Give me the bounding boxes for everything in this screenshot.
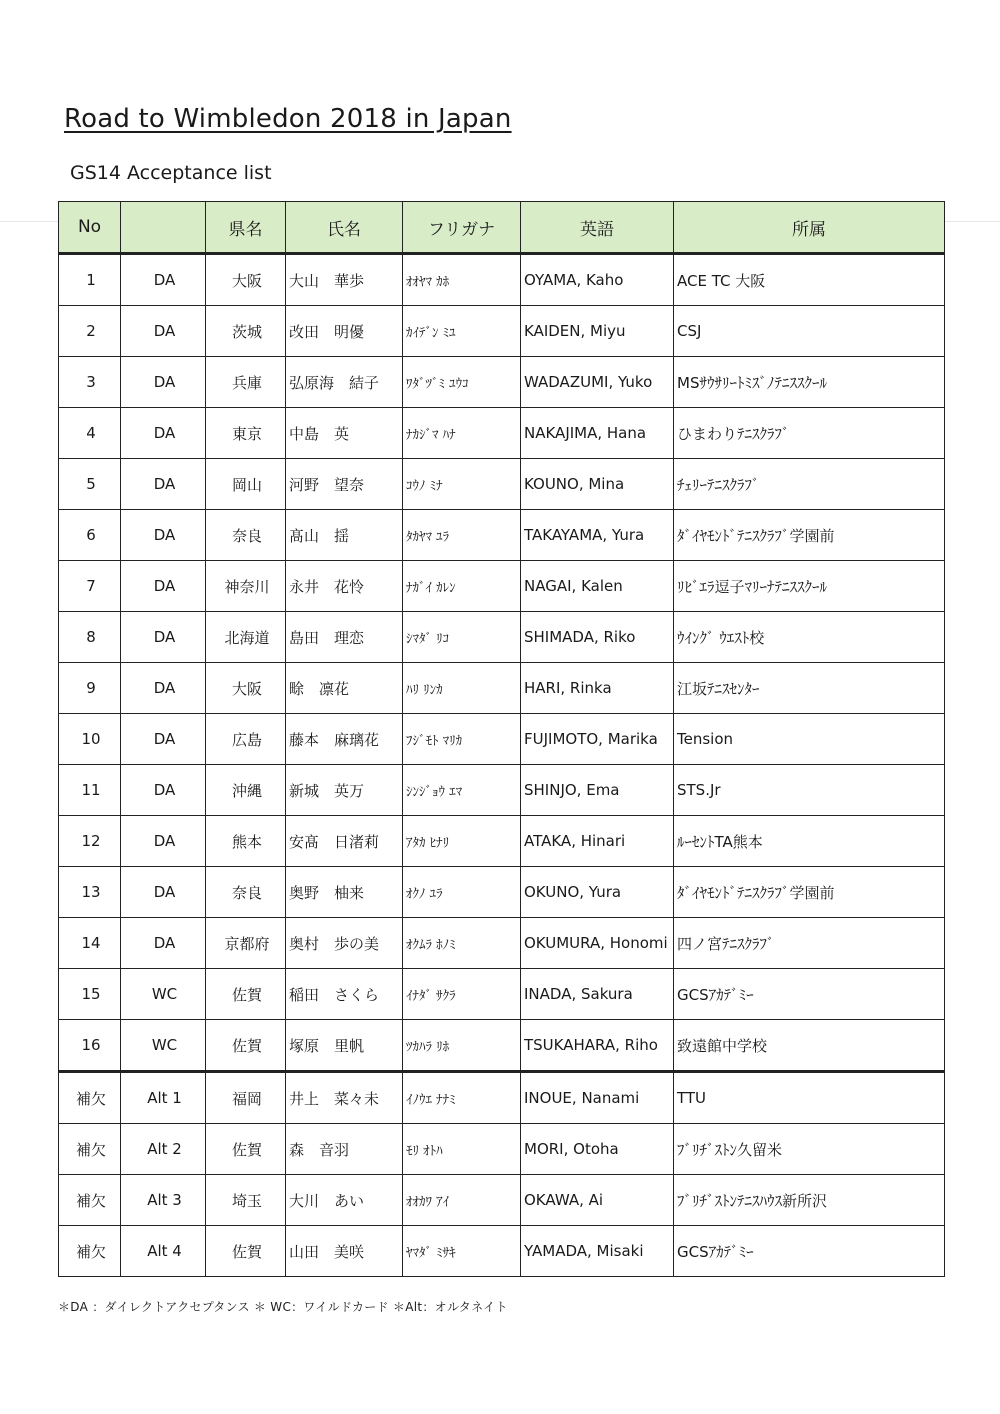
cell-player-name: 河野 望奈: [286, 459, 403, 510]
cell-english-name: FUJIMOTO, Marika: [521, 714, 674, 765]
cell-english-name: HARI, Rinka: [521, 663, 674, 714]
cell-category: DA: [121, 765, 206, 816]
cell-no: 6: [59, 510, 121, 561]
cell-affiliation: TTU: [674, 1072, 945, 1124]
table-header-row: [59, 202, 945, 254]
cell-category: DA: [121, 459, 206, 510]
cell-english-name: WADAZUMI, Yuko: [521, 357, 674, 408]
cell-no: 14: [59, 918, 121, 969]
table-row: [59, 1020, 945, 1072]
table-row: [59, 459, 945, 510]
cell-no: 15: [59, 969, 121, 1020]
table-row: [59, 714, 945, 765]
cell-affiliation: 江坂ﾃﾆｽｾﾝﾀｰ: [674, 663, 945, 714]
cell-affiliation: ﾌﾞﾘﾁﾞｽﾄﾝﾃﾆｽﾊｳｽ新所沢: [674, 1175, 945, 1226]
table-row: [59, 867, 945, 918]
cell-player-name: 稲田 さくら: [286, 969, 403, 1020]
table-row: [59, 408, 945, 459]
table-row: [59, 561, 945, 612]
cell-no: 補欠: [59, 1072, 121, 1124]
cell-affiliation: GCSｱｶﾃﾞﾐｰ: [674, 1226, 945, 1277]
cell-english-name: ATAKA, Hinari: [521, 816, 674, 867]
cell-no: 補欠: [59, 1175, 121, 1226]
header-furigana: フリガナ: [403, 202, 521, 254]
cell-furigana: ﾜﾀﾞﾂﾞﾐ ﾕｳｺ: [403, 357, 521, 408]
cell-no: 補欠: [59, 1124, 121, 1175]
cell-no: 4: [59, 408, 121, 459]
document-title: Road to Wimbledon 2018 in Japan: [64, 104, 512, 134]
cell-english-name: MORI, Otoha: [521, 1124, 674, 1175]
cell-player-name: 弘原海 結子: [286, 357, 403, 408]
cell-affiliation: 四ノ宮ﾃﾆｽｸﾗﾌﾞ: [674, 918, 945, 969]
acceptance-table: [58, 201, 945, 1277]
cell-english-name: SHIMADA, Riko: [521, 612, 674, 663]
cell-affiliation: ﾘﾋﾞｴﾗ逗子ﾏﾘｰﾅﾃﾆｽｽｸｰﾙ: [674, 561, 945, 612]
cell-furigana: ﾌｼﾞﾓﾄ ﾏﾘｶ: [403, 714, 521, 765]
table-row: [59, 1124, 945, 1175]
table-row: [59, 612, 945, 663]
table-row: [59, 1226, 945, 1277]
table-row: [59, 1175, 945, 1226]
cell-furigana: ｲﾉｳｴ ﾅﾅﾐ: [403, 1072, 521, 1124]
cell-category: DA: [121, 663, 206, 714]
cell-furigana: ｵｵｶﾜ ｱｲ: [403, 1175, 521, 1226]
cell-furigana: ﾔﾏﾀﾞ ﾐｻｷ: [403, 1226, 521, 1277]
cell-furigana: ｱﾀｶ ﾋﾅﾘ: [403, 816, 521, 867]
cell-player-name: 奥村 歩の美: [286, 918, 403, 969]
cell-prefecture: 兵庫: [206, 357, 286, 408]
cell-category: DA: [121, 612, 206, 663]
cell-affiliation: ﾀﾞｲﾔﾓﾝﾄﾞﾃﾆｽｸﾗﾌﾞ学園前: [674, 510, 945, 561]
cell-affiliation: CSJ: [674, 306, 945, 357]
cell-affiliation: ﾌﾞﾘﾁﾞｽﾄﾝ久留米: [674, 1124, 945, 1175]
cell-player-name: 永井 花怜: [286, 561, 403, 612]
cell-player-name: 山田 美咲: [286, 1226, 403, 1277]
cell-player-name: 髙山 揺: [286, 510, 403, 561]
cell-category: DA: [121, 867, 206, 918]
cell-player-name: 安髙 日渚莉: [286, 816, 403, 867]
cell-affiliation: ひまわりﾃﾆｽｸﾗﾌﾞ: [674, 408, 945, 459]
cell-prefecture: 京都府: [206, 918, 286, 969]
table-row: [59, 306, 945, 357]
cell-furigana: ｺｳﾉ ﾐﾅ: [403, 459, 521, 510]
cell-prefecture: 埼玉: [206, 1175, 286, 1226]
cell-player-name: 森 音羽: [286, 1124, 403, 1175]
table-row: [59, 357, 945, 408]
cell-prefecture: 岡山: [206, 459, 286, 510]
cell-prefecture: 佐賀: [206, 1226, 286, 1277]
cell-no: 13: [59, 867, 121, 918]
cell-english-name: OKAWA, Ai: [521, 1175, 674, 1226]
header-prefecture: 県名: [206, 202, 286, 254]
table-row: [59, 816, 945, 867]
header-affiliation: 所属: [674, 202, 945, 254]
cell-english-name: OKUNO, Yura: [521, 867, 674, 918]
cell-category: DA: [121, 306, 206, 357]
cell-english-name: TAKAYAMA, Yura: [521, 510, 674, 561]
cell-english-name: KAIDEN, Miyu: [521, 306, 674, 357]
cell-no: 16: [59, 1020, 121, 1072]
cell-furigana: ｶｲﾃﾞﾝ ﾐﾕ: [403, 306, 521, 357]
cell-category: DA: [121, 357, 206, 408]
table-row: [59, 510, 945, 561]
cell-category: Alt 2: [121, 1124, 206, 1175]
cell-category: DA: [121, 816, 206, 867]
cell-category: WC: [121, 969, 206, 1020]
cell-english-name: OKUMURA, Honomi: [521, 918, 674, 969]
cell-category: DA: [121, 918, 206, 969]
cell-prefecture: 福岡: [206, 1072, 286, 1124]
cell-affiliation: ACE TC 大阪: [674, 254, 945, 306]
cell-prefecture: 沖縄: [206, 765, 286, 816]
table-row: [59, 918, 945, 969]
cell-player-name: 大山 華歩: [286, 254, 403, 306]
cell-category: Alt 4: [121, 1226, 206, 1277]
cell-no: 7: [59, 561, 121, 612]
cell-no: 5: [59, 459, 121, 510]
cell-furigana: ｼﾝｼﾞｮｳ ｴﾏ: [403, 765, 521, 816]
cell-affiliation: 致遠館中学校: [674, 1020, 945, 1072]
cell-furigana: ﾓﾘ ｵﾄﾊ: [403, 1124, 521, 1175]
header-no: No: [59, 202, 121, 254]
cell-english-name: SHINJO, Ema: [521, 765, 674, 816]
cell-no: 補欠: [59, 1226, 121, 1277]
cell-prefecture: 大阪: [206, 254, 286, 306]
cell-prefecture: 広島: [206, 714, 286, 765]
cell-no: 10: [59, 714, 121, 765]
table-row: [59, 663, 945, 714]
cell-player-name: 畭 凛花: [286, 663, 403, 714]
cell-furigana: ﾅｶｼﾞﾏ ﾊﾅ: [403, 408, 521, 459]
cell-affiliation: GCSｱｶﾃﾞﾐｰ: [674, 969, 945, 1020]
document-subtitle: GS14 Acceptance list: [70, 162, 272, 184]
cell-no: 8: [59, 612, 121, 663]
cell-category: DA: [121, 561, 206, 612]
cell-no: 3: [59, 357, 121, 408]
cell-furigana: ﾅｶﾞｲ ｶﾚﾝ: [403, 561, 521, 612]
cell-category: DA: [121, 714, 206, 765]
cell-prefecture: 佐賀: [206, 969, 286, 1020]
cell-category: Alt 1: [121, 1072, 206, 1124]
cell-furigana: ﾊﾘ ﾘﾝｶ: [403, 663, 521, 714]
cell-prefecture: 神奈川: [206, 561, 286, 612]
cell-player-name: 大川 あい: [286, 1175, 403, 1226]
cell-english-name: YAMADA, Misaki: [521, 1226, 674, 1277]
cell-english-name: INADA, Sakura: [521, 969, 674, 1020]
table-row: [59, 1072, 945, 1124]
header-category: [121, 202, 206, 254]
cell-affiliation: STS.Jr: [674, 765, 945, 816]
cell-prefecture: 大阪: [206, 663, 286, 714]
cell-affiliation: ｳｲﾝｸﾞ ｳｴｽﾄ校: [674, 612, 945, 663]
header-english: 英語: [521, 202, 674, 254]
cell-no: 12: [59, 816, 121, 867]
cell-affiliation: MSｻｳｻﾘｰﾄﾐｽﾞﾉﾃﾆｽｽｸｰﾙ: [674, 357, 945, 408]
cell-affiliation: ﾁｪﾘｰﾃﾆｽｸﾗﾌﾞ: [674, 459, 945, 510]
cell-category: DA: [121, 408, 206, 459]
cell-english-name: NAKAJIMA, Hana: [521, 408, 674, 459]
cell-prefecture: 奈良: [206, 867, 286, 918]
cell-prefecture: 北海道: [206, 612, 286, 663]
cell-player-name: 中島 英: [286, 408, 403, 459]
cell-category: DA: [121, 254, 206, 306]
cell-player-name: 新城 英万: [286, 765, 403, 816]
cell-furigana: ﾂｶﾊﾗ ﾘﾎ: [403, 1020, 521, 1072]
cell-no: 2: [59, 306, 121, 357]
cell-affiliation: ﾙｰｾﾝﾄTA熊本: [674, 816, 945, 867]
table-row: [59, 969, 945, 1020]
cell-english-name: OYAMA, Kaho: [521, 254, 674, 306]
cell-category: DA: [121, 510, 206, 561]
cell-no: 1: [59, 254, 121, 306]
cell-prefecture: 佐賀: [206, 1124, 286, 1175]
cell-furigana: ﾀｶﾔﾏ ﾕﾗ: [403, 510, 521, 561]
cell-no: 11: [59, 765, 121, 816]
cell-no: 9: [59, 663, 121, 714]
cell-english-name: TSUKAHARA, Riho: [521, 1020, 674, 1072]
cell-prefecture: 東京: [206, 408, 286, 459]
cell-player-name: 改田 明優: [286, 306, 403, 357]
cell-furigana: ｵｵﾔﾏ ｶﾎ: [403, 254, 521, 306]
cell-player-name: 井上 菜々未: [286, 1072, 403, 1124]
cell-english-name: INOUE, Nanami: [521, 1072, 674, 1124]
footnote-legend: ＊DA ：ダイレクトアクセプタンス ＊ WC：ワイルドカード ＊Alt：オルタネイト: [58, 1300, 508, 1314]
cell-prefecture: 佐賀: [206, 1020, 286, 1072]
cell-player-name: 藤本 麻璃花: [286, 714, 403, 765]
cell-prefecture: 茨城: [206, 306, 286, 357]
cell-affiliation: Tension: [674, 714, 945, 765]
cell-furigana: ｼﾏﾀﾞ ﾘｺ: [403, 612, 521, 663]
cell-furigana: ｲﾅﾀﾞ ｻｸﾗ: [403, 969, 521, 1020]
cell-english-name: NAGAI, Kalen: [521, 561, 674, 612]
cell-category: Alt 3: [121, 1175, 206, 1226]
cell-prefecture: 奈良: [206, 510, 286, 561]
cell-english-name: KOUNO, Mina: [521, 459, 674, 510]
cell-player-name: 島田 理恋: [286, 612, 403, 663]
header-name: 氏名: [286, 202, 403, 254]
table-row: [59, 765, 945, 816]
cell-affiliation: ﾀﾞｲﾔﾓﾝﾄﾞﾃﾆｽｸﾗﾌﾞ学園前: [674, 867, 945, 918]
cell-furigana: ｵｸﾑﾗ ﾎﾉﾐ: [403, 918, 521, 969]
cell-furigana: ｵｸﾉ ﾕﾗ: [403, 867, 521, 918]
table-row: [59, 254, 945, 306]
cell-category: WC: [121, 1020, 206, 1072]
cell-player-name: 塚原 里帆: [286, 1020, 403, 1072]
cell-player-name: 奥野 柚来: [286, 867, 403, 918]
cell-prefecture: 熊本: [206, 816, 286, 867]
